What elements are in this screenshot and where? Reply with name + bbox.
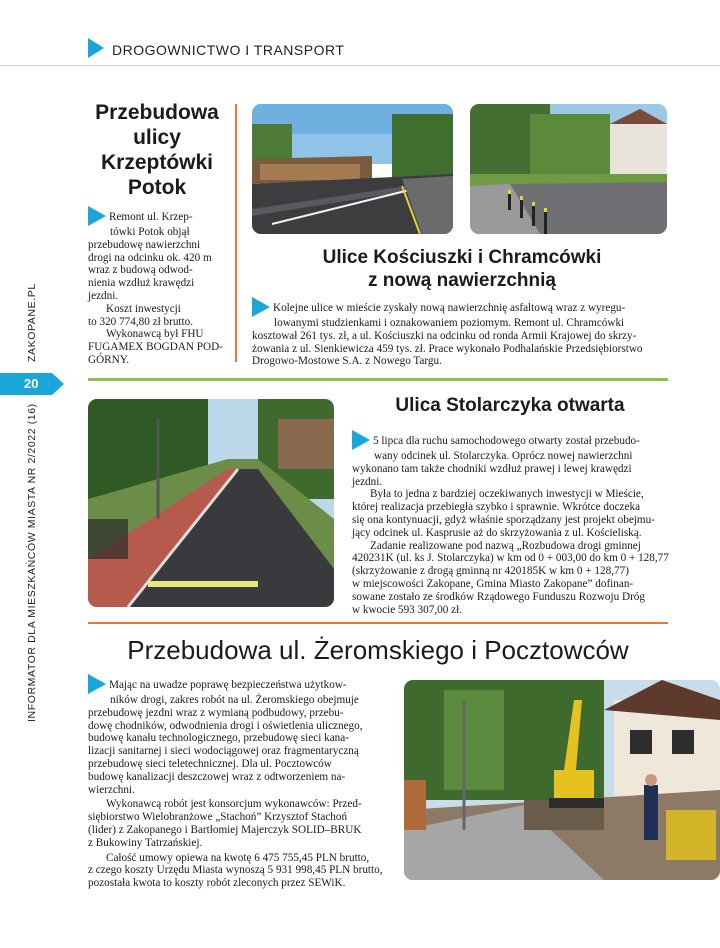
page-number: 20	[24, 376, 39, 391]
side-informator-label: INFORMATOR DLA MIESZKAŃCÓW MIASTA NR 2/2022 (16)	[26, 403, 38, 722]
column-divider	[235, 104, 237, 362]
stolarczyka-title: Ulica Stolarczyka otwarta	[395, 395, 625, 416]
krzeptowki-body: Remont ul. Krzep- tówki Potok objął przebudowę nawierzchni drogi na odcinku ok. 420 m wraz z budową odwod- nienia wzdłuż krawędzi jezdni. Koszt inwestycji to 320 774,80 zł brutto. Wykonawcą był FHU FUGAMEX BOGDAN POD- GÓRNY.	[88, 206, 230, 367]
photo-chramcowki-street	[470, 104, 667, 234]
header-divider	[0, 65, 720, 66]
bullet-arrow-icon	[352, 430, 370, 450]
bullet-arrow-icon	[252, 297, 270, 317]
zeromskiego-body: Mając na uwadze poprawę bezpieczeństwa użytkow- ników drogi, zakres robót na ul. Żeromskiego obejmuje przebudowę jezdni wraz z wymianą podbudowy, przebu- dowę chodników, odwodnienia drogi i oświetlenia ulicznego, budowę kanału technologicznego, przebudowę sieci kana- lizacji sanitarnej i sieci wodociągowej oraz fragmentaryczną przebudowę sieci teletechnicznej. Dla ul. Pocztowców budowę kanalizacji deszczowej wraz z odtworzeniem na- wierzchni. Wykonawcą robót jest konsorcjum wykonawców: Przed- siębiorstwo Wielobranżowe „Stachoń” Krzysztof Stachoń (lider) z Zakopanego i Bartłomiej Majerczyk SOLID–BRUK z Bukowiny Tatrzańskiej. Całość umowy opiewa na kwotę 6 475 755,45 PLN brutto, z czego koszty Urzędu Miasta wynoszą 5 931 998,45 PLN brutto, pozostała kwota to koszty robót zleconych przez SEWiK.	[88, 674, 388, 890]
photo-zeromskiego-construction	[404, 680, 720, 880]
section-divider-green	[88, 378, 668, 381]
koscuiszki-title: Ulice Kościuszki i Chramcówki z nową nawierzchnią	[322, 247, 602, 291]
koscuiszki-body: Kolejne ulice w mieście zyskały nową nawierzchnię asfaltową wraz z wyregu- lowanymi studzienkami i oznakowaniem poziomym. Remont ul. Chramcówki kosztował 261 tys. zł, a ul. Kościuszki na odcinku od ronda Armii Krajowej do skrzy- żowania z ul. Sienkiewicza 459 tys. zł. Prace wykonało Podhalańskie Przedsiębiorstwo Drogowo-Mostowe S.A. z Nowego Targu.	[252, 297, 672, 368]
bullet-arrow-icon	[88, 206, 106, 226]
section-arrow-icon	[88, 38, 104, 58]
page-number-arrow-icon	[52, 373, 64, 395]
stolarczyka-body: 5 lipca dla ruchu samochodowego otwarty został przebudo- wany odcinek ul. Stolarczyka. Oprócz nowej nawierzchni wykonano tam także chodniki wzdłuż prawej i lewej krawędzi jezdni. Była to jedna z bardziej oczekiwanych inwestycji w Mieście, której realizacja przebiegła szybko i sprawnie. Wkrótce doczeka się ona kontynuacji, gdyż właśnie sporządzany jest projekt obejmu- jący odcinek ul. Kasprusie aż do skrzyżowania z ul. Kościeliską. Zadanie realizowane pod nazwą „Rozbudowa drogi gminnej 420231K (ul. ks J. Stolarczyka) w km od 0 + 003,00 do km 0 + 128,77 (skrzyżowanie z drogą gminną nr 420185K w km 0 + 128,77) w miejscowości Zakopane, Gmina Miasto Zakopane” dofinan- sowane zostało ze środków Rządowego Funduszu Rozwoju Dróg w kwocie 593 307,00 zł.	[352, 430, 670, 616]
photo-krzeptowki-street	[252, 104, 453, 234]
bullet-arrow-icon	[88, 674, 106, 694]
section-divider-orange	[88, 622, 668, 624]
krzeptowki-title: Przebudowa ulicy Krzeptówki Potok	[95, 101, 219, 199]
zeromskiego-title: Przebudowa ul. Żeromskiego i Pocztowców	[127, 635, 629, 665]
side-site-label: ZAKOPANE.PL	[26, 283, 38, 362]
photo-stolarczyka-street	[88, 399, 334, 607]
section-title: DROGOWNICTWO I TRANSPORT	[112, 42, 345, 58]
